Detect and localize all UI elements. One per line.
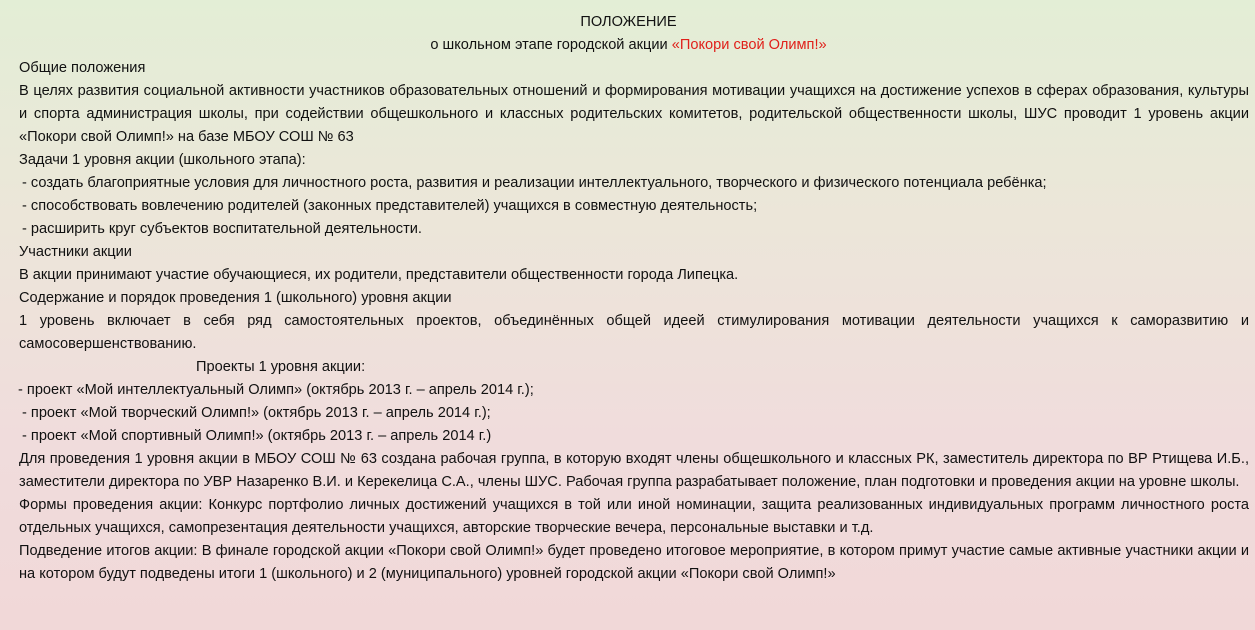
section-text-working-group: Для проведения 1 уровня акции в МБОУ СОШ № 63 создана рабочая группа, в которую входят члены общешкольного и классных РК, заместитель директора по ВР Ртищева И.Б., заместители директора по УВР Назаренко В.И. и Керекелица С.А., члены ШУС. Рабочая группа разрабатывает положение, план подготовки и проведения акции на уровне школы. — [19, 451, 1249, 490]
section-heading-content: Содержание и порядок проведения 1 (школьного) уровня акции — [19, 290, 452, 306]
task-item: - создать благоприятные условия для личностного роста, развития и реализации интеллектуального, творческого и физического потенциала ребёнка; — [22, 175, 1047, 191]
section-heading-general: Общие положения — [19, 60, 146, 76]
section-heading-participants: Участники акции — [19, 244, 132, 260]
section-heading-forms: Формы проведения акции — [19, 497, 199, 513]
task-item: - способствовать вовлечению родителей (законных представителей) учащихся в совместную деятельность; — [22, 198, 758, 214]
section-results — [8, 540, 1249, 586]
section-text-content: 1 уровень включает в себя ряд самостоятельных проектов, объединённых общей идеей стимулирования мотивации деятельности учащихся к саморазвитию и самосовершенствованию. — [19, 313, 1249, 352]
section-text-results: : В финале городской акции «Покори свой Олимп!» будет проведено итоговое мероприятие, в котором примут участие самые активные участники акции и на котором будут подведены итоги 1 (школьного) и 2 (муниципального) уровней городской акции «Покори свой Олимп!» — [19, 543, 1250, 582]
document-subtitle — [8, 34, 1249, 57]
project-item: - проект «Мой спортивный Олимп!» (октябрь 2013 г. – апрель 2014 г.) — [22, 428, 492, 444]
section-heading-tasks: Задачи 1 уровня акции (школьного этапа): — [19, 152, 306, 168]
section-heading-projects: Проекты 1 уровня акции: — [196, 359, 366, 375]
subtitle-highlight: «Покори свой Олимп!» — [671, 37, 827, 53]
section-forms — [8, 494, 1249, 540]
section-text-forms: : Конкурс портфолио личных достижений учащихся в той или иной номинации, защита реализованных индивидуальных программ личностного роста отдельных учащихся, самопрезентация деятельности учащихся, авторские творческие вечера, персональные выставки и т.д. — [19, 497, 1250, 536]
document-title: ПОЛОЖЕНИЕ — [580, 14, 677, 30]
project-item: - проект «Мой творческий Олимп!» (октябрь 2013 г. – апрель 2014 г.); — [22, 405, 491, 421]
project-item: - проект «Мой интеллектуальный Олимп» (октябрь 2013 г. – апрель 2014 г.); — [18, 382, 534, 398]
subtitle-prefix: о школьном этапе городской акции — [430, 37, 672, 53]
section-heading-results: Подведение итогов акции — [19, 543, 194, 559]
section-text-general: В целях развития социальной активности участников образовательных отношений и формирования мотивации учащихся на достижение успехов в сферах образования, культуры и спорта администрация школы, при содействии общешкольного и классных родительских комитетов, родительской общественности школы, ШУС проводит 1 уровень акции «Покори свой Олимп!» на базе МБОУ СОШ № 63 — [19, 83, 1249, 145]
section-text-participants: В акции принимают участие обучающиеся, их родители, представители общественности города Липецка. — [19, 267, 739, 283]
task-item: - расширить круг субъектов воспитательной деятельности. — [22, 221, 422, 237]
